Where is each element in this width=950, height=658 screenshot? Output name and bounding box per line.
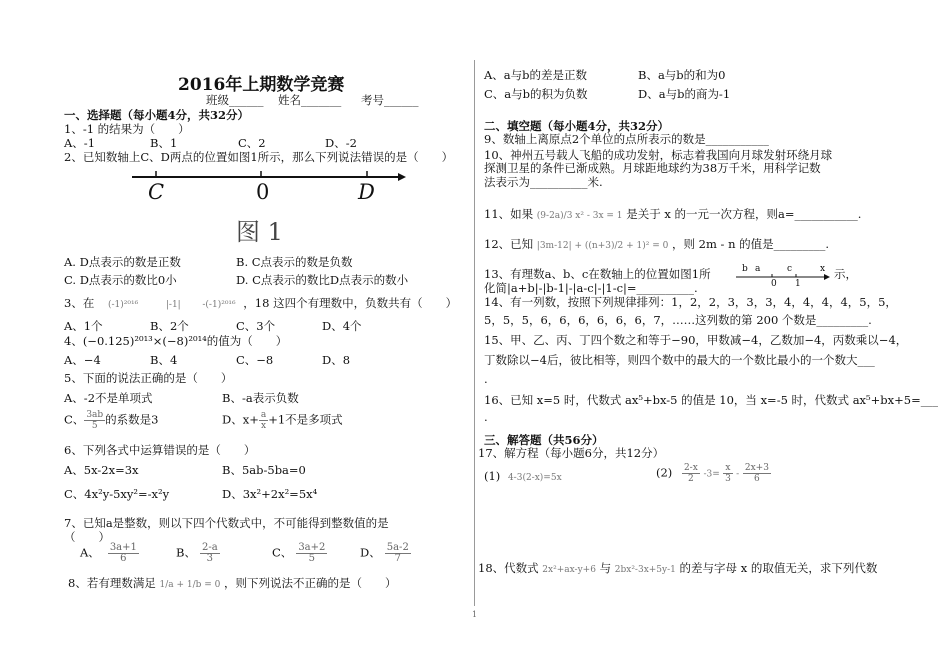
section-3-heading: 三、解答题（共56分） — [484, 433, 604, 447]
q5-c-numerator: 3ab — [86, 410, 104, 420]
q1-option-c: C、2 — [238, 136, 266, 150]
q17-1-equation: 4-3(2-x)=5x — [507, 473, 562, 483]
q18-math-2: 2bx²-3x+5y-1 — [614, 565, 676, 575]
question-6: 6、下列各式中运算错误的是（ ） — [64, 443, 256, 457]
q4-option-b: B、4 — [150, 353, 178, 367]
q3-option-a: A、1个 — [64, 319, 103, 333]
page-number: 1 — [472, 610, 478, 619]
q7-a-denominator: 6 — [120, 553, 127, 564]
question-8 — [68, 575, 397, 591]
q7-c-label: C、 — [272, 545, 293, 560]
q8-option-c: C、a与b的积为负数 — [484, 87, 588, 101]
q8-option-a: A、a与b的差是正数 — [484, 68, 588, 82]
q5-c-label: C、 — [64, 412, 85, 427]
q2-option-c: C. D点表示的数比0小 — [64, 273, 177, 287]
q3-math-2: |-1| — [165, 300, 181, 310]
question-14-line-1: 14、有一列数，按照下列规律排列：1，2，2，3，3，3，4，4，4，4，5，5， — [484, 295, 897, 309]
axis-label-d: D — [358, 180, 375, 204]
q7-b-fraction — [200, 543, 220, 564]
section-1-heading: 一、选择题（每小题4分，共32分） — [64, 108, 250, 122]
question-15-line-3: . — [484, 372, 488, 386]
q17-2-a-numerator: 2-x — [683, 463, 698, 473]
question-10-line-1: 10、神州五号载人飞船的成功发射，标志着我国向月球发射环绕月球 — [484, 148, 833, 162]
q7-a-label: A、 — [80, 545, 100, 560]
q13-label-1: 1 — [795, 279, 801, 289]
column-divider — [474, 60, 475, 606]
q5-c-suffix: 的系数是3 — [105, 412, 159, 427]
name-field[interactable]: 姓名_______ — [278, 93, 342, 107]
exam-number-field[interactable]: 考号______ — [361, 93, 419, 107]
question-16-line-2: . — [484, 410, 488, 424]
figure-caption: 图 1 — [236, 218, 283, 246]
q3-option-d: D、4个 — [322, 319, 362, 333]
q2-option-d: D. C点表示的数比D点表示的数小 — [236, 273, 409, 287]
q7-b-denominator: 3 — [206, 553, 213, 564]
axis-arrow — [398, 173, 406, 181]
q18-middle: 与 — [599, 561, 612, 575]
question-3 — [64, 295, 457, 311]
q18-math-1: 2x²+ax-y+6 — [542, 565, 596, 575]
q5-option-d — [222, 410, 343, 431]
q3-math-1: (-1)²⁰¹⁶ — [107, 300, 139, 310]
question-1: 1、-1 的结果为（ ） — [64, 122, 190, 136]
q17-2-middle: -3= — [703, 469, 720, 480]
q17-2-fraction-a — [682, 463, 700, 484]
q7-option-b — [176, 543, 220, 564]
q13-axis-arrow — [824, 274, 830, 280]
question-15-line-1: 15、甲、乙、丙、丁四个数之和等于−90，甲数减−4，乙数加−4，丙数乘以−4， — [484, 333, 908, 347]
question-4: 4、(−0.125)²⁰¹³×(−8)²⁰¹⁴的值为（ ） — [64, 334, 288, 348]
q7-d-denominator: 7 — [394, 553, 401, 564]
q1-option-a: A、-1 — [64, 136, 96, 150]
page-title: 2016年上期数学竞赛 — [178, 75, 345, 95]
question-16: 16、已知 x=5 时，代数式 ax⁵+bx-5 的值是 10，当 x=-5 时，代数式 ax⁵+bx+5=___ — [484, 393, 938, 407]
axis-label-c: C — [148, 180, 165, 204]
q11-prefix: 11、如果 — [484, 207, 534, 221]
q11-suffix: 是关于 x 的一元一次方程，则a=___________. — [626, 207, 862, 221]
q13-label-0: 0 — [771, 279, 777, 289]
q17-2-a-denominator: 2 — [688, 474, 694, 484]
q7-a-fraction — [108, 543, 139, 564]
q8-option-d: D、a与b的商为-1 — [638, 87, 731, 101]
q6-option-d: D、3x²+2x²=5x⁴ — [222, 487, 318, 501]
question-12 — [484, 236, 829, 252]
q7-option-d — [360, 543, 411, 564]
q8-option-b: B、a与b的和为0 — [638, 68, 726, 82]
q7-paren: （ ） — [64, 530, 110, 544]
class-field[interactable]: 班级______ — [206, 93, 264, 107]
question-13-line-1: 13、有理数a、b、c在数轴上的位置如图1所 — [484, 267, 711, 281]
q17-2-b-denominator: 3 — [725, 474, 731, 484]
question-5: 5、下面的说法正确的是（ ） — [64, 371, 233, 385]
q13-label-x: x — [820, 264, 826, 274]
q18-prefix: 18、代数式 — [478, 561, 539, 575]
question-2: 2、已知数轴上C、D两点的位置如图1所示，那么下列说法错误的是（ ） — [64, 150, 454, 164]
question-17: 17、解方程（每小题6分，共12分） — [478, 446, 665, 460]
q7-d-numerator: 5a-2 — [386, 542, 409, 553]
q2-option-b: B. C点表示的数是负数 — [236, 255, 353, 269]
q3-option-b: B、2个 — [150, 319, 189, 333]
axis-label-0: 0 — [256, 180, 270, 204]
q5-d-denominator: x — [260, 421, 267, 431]
q17-part-1 — [484, 469, 562, 483]
q17-2-c-numerator: 2x+3 — [744, 463, 769, 473]
q5-option-b: B、-a表示负数 — [222, 391, 299, 405]
q1-option-b: B、1 — [150, 136, 178, 150]
question-13-line-2: 化简|a+b|-|b-1|-|a-c|-|1-c|=__________. — [484, 281, 698, 295]
question-10-line-2: 探测卫星的条件已渐成熟。月球距地球约为38万千米，用科学记数 — [484, 161, 821, 175]
question-13-line-1-end: 示， — [834, 267, 857, 281]
q5-c-fraction — [84, 410, 105, 431]
q5-d-fraction — [259, 410, 268, 431]
q3-math-3: -(-1)²⁰¹⁶ — [202, 300, 236, 310]
q17-2-fraction-b — [723, 463, 732, 484]
q5-d-numerator: a — [260, 410, 267, 420]
q13-label-a: a — [755, 264, 761, 274]
q7-c-denominator: 5 — [308, 553, 316, 564]
question-9: 9、数轴上离原点2个单位的点所表示的数是___________ — [484, 132, 769, 146]
q7-c-fraction — [296, 543, 327, 564]
q18-suffix: 的差与字母 x 的取值无关，求下列代数 — [679, 561, 878, 575]
q11-math: (9-2a)/3 x² - 3x = 1 — [536, 211, 623, 221]
question-18 — [478, 560, 877, 576]
q8-prefix: 8、若有理数满足 — [68, 576, 156, 590]
q17-2-label: (2) — [656, 465, 673, 480]
q12-suffix: ，则 2m - n 的值是_________. — [672, 237, 830, 251]
q17-2-operator: - — [736, 469, 740, 480]
q6-option-b: B、5ab-5ba=0 — [222, 463, 306, 477]
q1-option-d: D、-2 — [325, 136, 357, 150]
q13-number-line — [734, 268, 834, 290]
q13-label-b: b — [742, 264, 748, 274]
q5-c-denominator: 5 — [91, 421, 98, 431]
q7-d-label: D、 — [360, 545, 381, 560]
q12-math: |3m-12| + ((n+3)/2 + 1)² = 0 — [536, 241, 669, 251]
q17-1-label: (1) — [484, 469, 501, 483]
q17-part-2 — [656, 463, 771, 484]
question-14-line-2: 5，5，5，6，6，6，6，6，6，7，……这列数的第 200 个数是_________. — [484, 313, 872, 327]
question-10-line-3: 法表示为__________米. — [484, 175, 603, 189]
q7-option-a — [80, 543, 139, 564]
q8-suffix: ，则下列说法不正确的是（ ） — [224, 576, 397, 590]
q4-option-d: D、8 — [322, 353, 351, 367]
question-7: 7、已知a是整数，则以下四个代数式中，不可能得到整数值的是 — [64, 516, 389, 530]
q2-option-a: A. D点表示的数是正数 — [64, 255, 181, 269]
q17-2-fraction-c — [743, 463, 771, 484]
q5-option-a: A、-2不是单项式 — [64, 391, 153, 405]
q13-label-c: c — [787, 264, 793, 274]
q5-option-c — [64, 410, 159, 431]
q8-math: 1/a + 1/b = 0 — [159, 580, 221, 590]
q3-suffix: ，18 这四个有理数中，负数共有（ ） — [243, 296, 458, 310]
q7-c-numerator: 3a+2 — [298, 542, 326, 553]
q5-d-suffix: +1不是多项式 — [268, 412, 343, 427]
q6-option-c: C、4x²y-5xy²=-x²y — [64, 487, 170, 501]
question-15-line-2: 丁数除以−4后，彼比相等，则四个数中的最大的一个数比最小的一个数大___ — [484, 353, 875, 367]
q4-option-a: A、−4 — [64, 353, 101, 367]
q12-prefix: 12、已知 — [484, 237, 534, 251]
q7-d-fraction — [385, 543, 411, 564]
q5-d-label: D、x+ — [222, 412, 259, 427]
q4-option-c: C、−8 — [236, 353, 274, 367]
section-2-heading: 二、填空题（每小题4分，共32分） — [484, 119, 670, 133]
q17-2-c-denominator: 6 — [754, 474, 760, 484]
q7-b-label: B、 — [176, 545, 196, 560]
question-11 — [484, 206, 861, 222]
q6-option-a: A、5x-2x=3x — [64, 463, 139, 477]
q17-2-b-numerator: x — [725, 463, 731, 473]
q7-a-numerator: 3a+1 — [109, 542, 137, 553]
q3-option-c: C、3个 — [236, 319, 276, 333]
q7-b-numerator: 2-a — [201, 542, 218, 553]
q3-prefix: 3、在 — [64, 296, 95, 310]
q7-option-c — [272, 543, 327, 564]
